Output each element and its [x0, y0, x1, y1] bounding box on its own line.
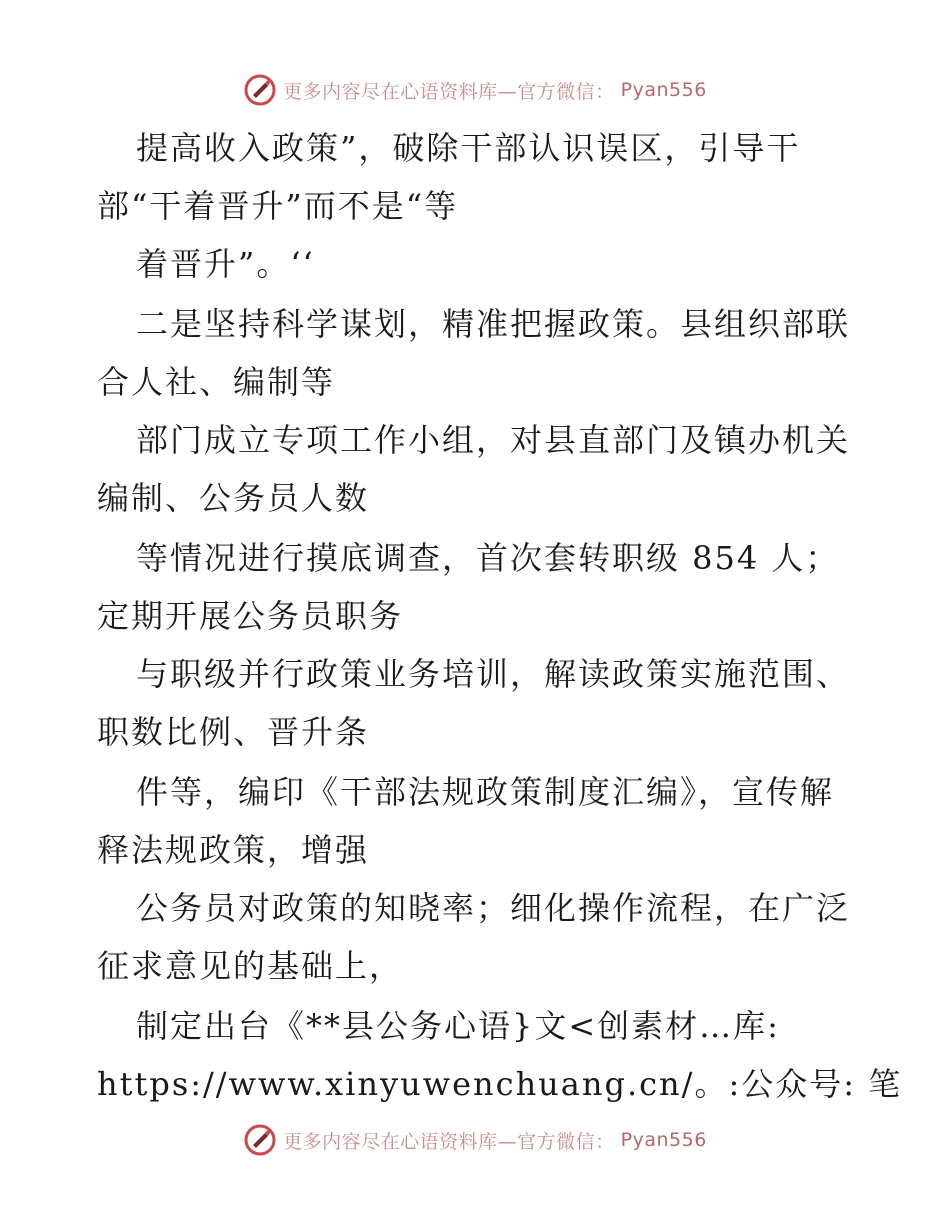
watermark-handle: Pyan556	[620, 1129, 707, 1151]
text-line: 职数比例、晋升条	[97, 713, 370, 751]
text-line: 与职级并行政策业务培训，解读政策实施范围、	[136, 655, 851, 693]
footer-watermark	[0, 1120, 950, 1160]
text-line: 着晋升”。‘‘	[136, 245, 315, 283]
text-line: 公务员对政策的知晓率；细化操作流程，在广泛	[136, 889, 851, 927]
text-line: 编制、公务员人数	[97, 479, 370, 517]
text-line: 提高收入政策”，破除干部认识误区，引导干	[136, 129, 801, 167]
logo-icon	[243, 1123, 277, 1157]
watermark-text: 更多内容尽在心语资料库—官方微信：	[283, 80, 615, 103]
text-line: 等情况进行摸底调查，首次套转职级 854 人；	[136, 539, 840, 577]
text-line: 征求意见的基础上，	[97, 947, 404, 985]
text-line: 合人社、编制等	[97, 363, 336, 401]
text-line: 释法规政策，增强	[97, 831, 370, 869]
text-line: 制定出台《**县公务心语}文<创素材…库:	[136, 1007, 780, 1045]
watermark-text: 更多内容尽在心语资料库—官方微信：	[283, 1130, 615, 1153]
header-watermark	[0, 70, 950, 110]
text-line: 定期开展公务员职务	[97, 597, 404, 635]
text-line: https://www.xinyuwenchuang.cn/。:公众号: 笔	[97, 1065, 903, 1103]
watermark-handle: Pyan556	[620, 79, 707, 101]
text-line: 件等，编印《干部法规政策制度汇编》，宣传解	[136, 773, 835, 811]
text-line: 二是坚持科学谋划，精准把握政策。县组织部联	[136, 305, 851, 343]
text-line: 部“干着晋升”而不是“等	[97, 187, 459, 225]
text-line: 部门成立专项工作小组，对县直部门及镇办机关	[136, 421, 851, 459]
logo-icon	[243, 73, 277, 107]
